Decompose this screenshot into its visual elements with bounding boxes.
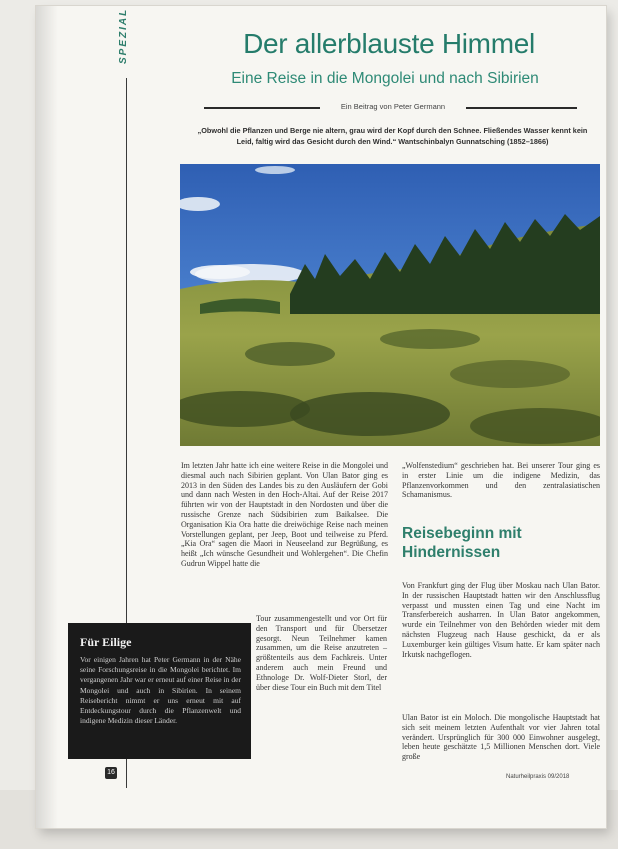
summary-box-text: Vor einigen Jahren hat Peter Germann in der Nähe seine Forschungsreise in die Mongolei berichtet. Im vergangenen Jahr war er erneut auf einer Reise in der Mongolei und auch in Sibirien. In seinem Reisebericht nimmt er uns erneut mit auf Entdeckungstour durch die Pflanzenwelt und indigene Medizin dieser Länder. bbox=[80, 655, 241, 726]
epigraph-quote: „Obwohl die Pflanzen und Berge nie altern, grau wird der Kopf durch den Schnee. Fließendes Wasser kennt kein Leid, faltig wird das Gesicht durch den Wind.“ Wantschinbalyn Gunnatsching (1852–1866) bbox=[197, 126, 588, 146]
byline-rule-left bbox=[204, 107, 320, 109]
byline-row bbox=[204, 102, 577, 114]
body-paragraph: Von Frankfurt ging der Flug über Moskau nach Ulan Bator. In der russischen Hauptstadt hatten wir den Anschlussflug verpasst und mussten einen Tag und eine Nacht im Transferbereich ausharren. In Ulan Bator angekommen, wurde ein Teilnehmer von den Behörden wieder mit dem nächsten Flugzeug nach Hause geschickt, da er als Luxemburger kein gültiges Visum hatte. Er kam später nach Irkutsk nachgeflogen. bbox=[402, 581, 600, 659]
body-column-left-narrow bbox=[256, 614, 387, 692]
page-number: 16 bbox=[105, 767, 117, 779]
body-column-right-mid bbox=[402, 581, 600, 659]
summary-box bbox=[68, 623, 251, 759]
byline: Ein Beitrag von Peter Germann bbox=[340, 102, 446, 111]
body-paragraph: Ulan Bator ist ein Moloch. Die mongolische Hauptstadt hat sich seit meinem letzten Aufenthalt vor vier Jahren total verändert. Ursprünglich für 300 000 Einwohner ausgelegt, leben heute geschätzte 1,5 Millionen Menschen dort. Viele große bbox=[402, 713, 600, 762]
article-subtitle: Eine Reise in die Mongolei und nach Sibirien bbox=[231, 70, 539, 87]
body-paragraph: Tour zusammengestellt und vor Ort für den Transport und für Übersetzer gesorgt. Neun Teilnehmer kamen zusammen, um die Reise anzutreten – größtenteils aus dem Fachkreis. Unter anderem auch mein Freund und Ethnologe Dr. Wolf-Dieter Storl, der über diese Tour ein Buch mit dem Titel bbox=[256, 614, 387, 692]
section-heading: Reisebeginn mit Hindernissen bbox=[402, 525, 522, 561]
body-paragraph: „Wolfenstedium“ geschrieben hat. Bei unserer Tour ging es in erster Linie um die indigene Medizin, das Pflanzenvorkommen und den zentralasiatischen Schamanismus. bbox=[402, 461, 600, 500]
article-title: Der allerblauste Himmel bbox=[243, 28, 535, 59]
summary-box-title: Für Eilige bbox=[80, 635, 132, 649]
body-column-right bbox=[402, 461, 600, 500]
body-paragraph: Im letzten Jahr hatte ich eine weitere Reise in die Mongolei und diesmal auch nach Sibirien geplant. Von Ulan Bator ging es 2013 in den Süden des Landes bis zu den Ausläufern der Gobi und dann nach Westen in den Hoch-Altai. Auf der Reise 2017 führten wir von der Hauptstadt in den Nordosten und über die russische Grenze nach Südsibirien zum Baikalsee. Die Organisation Kia Ora hatte die dreiwöchige Reise nach meinen Vorstellungen geplant, per Jeep, Boot und teilweise zu Pferd. „Kia Ora“ sagen die Maori in Neuseeland zur Begrüßung, es heißt „Ich wünsche Gesundheit und Wohlergehen“. Die Chefin Gudrun Wippel hatte die bbox=[181, 461, 388, 568]
byline-rule-right bbox=[466, 107, 577, 109]
spine-shadow bbox=[36, 6, 58, 828]
landscape-photo bbox=[180, 164, 600, 446]
body-column-left bbox=[181, 461, 388, 569]
body-column-right-bottom bbox=[402, 713, 600, 762]
magazine-footer: Naturheilpraxis 09/2018 bbox=[506, 774, 570, 780]
section-rubric: SPEZIAL bbox=[118, 7, 129, 64]
